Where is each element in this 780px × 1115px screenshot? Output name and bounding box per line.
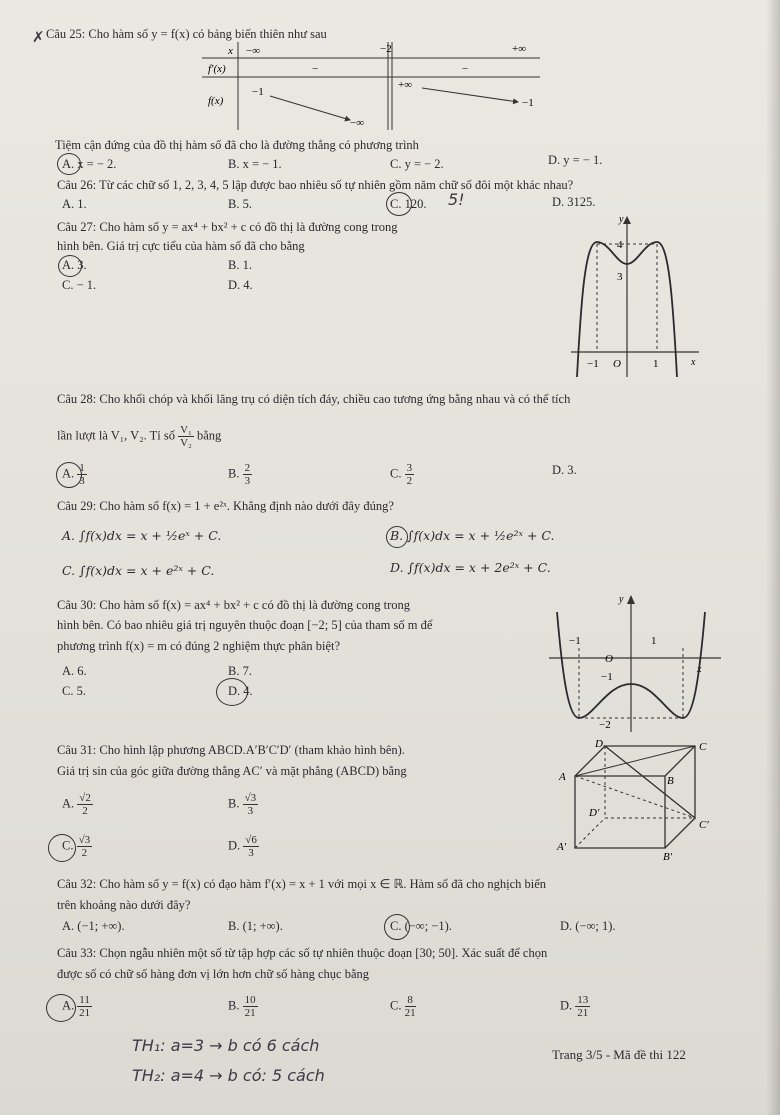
q30-line2: hình bên. Có bao nhiêu giá trị nguyên thuộc đoạn [−2; 5] của tham số m để [57, 618, 433, 632]
q27-y-label: y [619, 214, 624, 225]
q28-option-d [552, 462, 577, 478]
q25-f-left-end: −∞ [350, 117, 365, 129]
q33-option-a-frac [77, 994, 92, 1019]
handwritten-note-q26: 5! [448, 190, 465, 209]
q29-option-a: A. ∫f(x)dx = x + ½eˣ + C. [62, 528, 222, 543]
q28-option-c-letter: C. [390, 466, 402, 481]
q33-option-d-letter: D. [560, 998, 573, 1013]
answer-circle [216, 678, 248, 706]
q30-origin: O [605, 653, 613, 665]
q31-option-d [228, 834, 259, 859]
q30-option-a: A. 6. [62, 664, 87, 678]
q25-fprime-label: f′(x) [208, 63, 226, 75]
q31-option-a-letter: A. [62, 796, 75, 811]
q25-f-left-start: −1 [252, 86, 264, 98]
q29-option-c: C. ∫f(x)dx = x + e²ˣ + C. [62, 563, 215, 578]
q25-stem: Câu 25: Cho hàm số y = f(x) có bảng biến thiên như sau [46, 27, 327, 41]
q30-line3: phương trình f(x) = m có đúng 2 nghiệm thực phân biệt? [57, 639, 341, 653]
q30-graph [545, 592, 725, 734]
q28-stem-line1: Câu 28: Cho khối chóp và khối lăng trụ có diện tích đáy, chiều cao tương ứng bằng nhau và có thể tích [57, 392, 571, 406]
q25-x-pos-inf: +∞ [512, 43, 527, 55]
q32-option-b: B. (1; +∞). [228, 919, 283, 933]
q26-option-d: D. 3125. [552, 195, 596, 209]
q27-stem-line2: hình bên. Giá trị cực tiểu của hàm số đã cho bằng [57, 239, 305, 253]
q30-option-b: B. 7. [228, 664, 252, 678]
q33-option-b-num: 10 [244, 994, 256, 1006]
q27-label-three: 3 [617, 271, 623, 283]
q33-option-a-den: 21 [79, 1007, 91, 1019]
q31-label-bp: B′ [663, 851, 673, 862]
q29-option-d: D. ∫f(x)dx = x + 2e²ˣ + C. [390, 560, 551, 575]
page-edge-shadow [766, 0, 780, 1115]
handwritten-line-2: TH₂: a=4 → b có: 5 cách [132, 1066, 325, 1085]
q29-stem: Câu 29: Cho hàm số f(x) = 1 + e²ˣ. Khẳng định nào dưới đây đúng? [57, 499, 394, 513]
q31-line2: Giá trị sin của góc giữa đường thẳng AC′ và mặt phẳng (ABCD) bằng [57, 764, 407, 778]
q25-fprime-sign-left: − [312, 63, 319, 75]
q33-line1: Câu 33: Chọn ngẫu nhiên một số từ tập hợp các số tự nhiên thuộc đoạn [30; 50]. Xác suất để chọn [57, 946, 548, 960]
q33-option-c-den: 21 [404, 1007, 416, 1019]
q31-option-b-num: √3 [244, 792, 257, 804]
q25-question: Tiệm cận đứng của đồ thị hàm số đã cho là đường thẳng có phương trình [55, 138, 419, 152]
q28-ratio-den: V₂ [180, 437, 192, 449]
q29-option-b: B. ∫f(x)dx = x + ½e²ˣ + C. [390, 528, 555, 543]
q28-option-c-frac [405, 462, 415, 487]
q31-option-b-den: 3 [247, 805, 254, 817]
q25-option-d: D. y = − 1. [548, 153, 603, 167]
q27-option-a: A. 3. [62, 258, 87, 272]
q31-option-a-den: 2 [82, 805, 88, 817]
q26-option-a: A. 1. [62, 197, 87, 211]
q27-origin: O [613, 358, 621, 370]
q30-label-minus-one: −1 [601, 671, 613, 683]
q31-line1: Câu 31: Cho hình lập phương ABCD.A′B′C′D′ (tham khảo hình bên). [57, 743, 405, 757]
q32-option-c: C. (−∞; −1). [390, 919, 452, 933]
q28-option-c-num: 3 [406, 462, 413, 474]
q27-label-minus-one: −1 [587, 358, 599, 370]
q28-option-d-text: 3. [567, 463, 577, 477]
q32-line1: Câu 32: Cho hàm số y = f(x) có đạo hàm f′(x) = x + 1 với mọi x ∈ ℝ. Hàm số đã cho nghịch biến [57, 877, 547, 891]
q32-option-a: A. (−1; +∞). [62, 919, 125, 933]
answer-circle [46, 994, 76, 1022]
q31-option-d-den: 3 [248, 847, 254, 859]
q28-option-b [228, 462, 252, 487]
q28-option-b-den: 3 [244, 475, 251, 487]
q28-stem-text-a: lần lượt là V₁, V₂. Tỉ số [57, 428, 175, 443]
q33-option-d-den: 21 [577, 1007, 589, 1019]
q31-label-ap: A′ [557, 841, 567, 853]
q30-label-minus-two: −2 [599, 719, 611, 731]
q28-option-d-letter: D. [552, 463, 565, 477]
q30-x-label: x [697, 664, 702, 675]
q31-option-c-frac [77, 834, 93, 859]
q31-option-a [62, 792, 93, 817]
q25-fprime-sign-right: − [462, 63, 469, 75]
answer-circle [48, 834, 76, 862]
q31-option-a-num: √2 [79, 792, 91, 804]
q25-option-a: A. x = − 2. [62, 157, 117, 171]
q25-x-label: x [228, 45, 233, 57]
q33-option-d-frac [575, 994, 590, 1019]
q30-line1: Câu 30: Cho hàm số f(x) = ax⁴ + bx² + c có đồ thị là đường cong trong [57, 598, 411, 612]
answer-circle [57, 153, 81, 175]
q33-option-c-letter: C. [390, 998, 402, 1013]
q28-option-b-frac [243, 462, 253, 487]
q33-option-a-letter: A. [62, 998, 75, 1013]
q31-option-b-frac [243, 792, 259, 817]
q27-stem-line1: Câu 27: Cho hàm số y = ax⁴ + bx² + c có đồ thị là đường cong trong [57, 220, 398, 234]
q31-label-a: A [559, 771, 566, 783]
q26-stem: Câu 26: Từ các chữ số 1, 2, 3, 4, 5 lập được bao nhiêu số tự nhiên gồm năm chữ số đôi một khác nhau? [57, 178, 574, 192]
q31-label-b: B [667, 775, 674, 787]
q33-line2: được số có chữ số hàng đơn vị lớn hơn chữ số hàng chục bằng [57, 967, 369, 981]
q27-option-d: D. 4. [228, 278, 253, 292]
q28-option-a-num: 1 [79, 462, 85, 474]
q30-label-minus-one-left: −1 [569, 635, 581, 647]
q25-option-c: C. y = − 2. [390, 157, 444, 171]
q31-option-d-num: √6 [245, 834, 257, 846]
q28-ratio [178, 424, 194, 449]
q30-option-d: D. 4. [228, 684, 253, 698]
q25-option-b: B. x = − 1. [228, 157, 282, 171]
q27-label-one: 1 [653, 358, 659, 370]
q25-f-right-end: −1 [522, 97, 534, 109]
q30-y-label: y [619, 594, 624, 605]
q28-option-a-letter: A. [62, 466, 75, 481]
q28-stem-line2 [57, 424, 221, 449]
q31-option-c-den: 2 [81, 847, 88, 859]
q27-option-c: C. − 1. [62, 278, 97, 292]
q26-option-b: B. 5. [228, 197, 252, 211]
q33-option-d [560, 994, 590, 1019]
q33-option-c-num: 8 [405, 994, 416, 1007]
q25-f-label: f(x) [208, 95, 224, 107]
q33-option-b [228, 994, 258, 1019]
q31-option-b-letter: B. [228, 796, 240, 811]
q33-option-b-frac [243, 994, 258, 1019]
q33-option-b-den: 21 [244, 1007, 256, 1019]
q31-option-b [228, 792, 258, 817]
q25-x-neg-inf: −∞ [246, 45, 261, 57]
q31-label-d: D [595, 738, 603, 750]
q28-option-c [390, 462, 414, 487]
q31-option-d-frac [243, 834, 259, 859]
q28-option-b-letter: B. [228, 466, 240, 481]
q25-x-minus-two: −2 [380, 43, 392, 55]
answer-circle [58, 255, 82, 277]
q33-option-c-frac [405, 994, 416, 1019]
answer-circle [386, 192, 412, 216]
q27-graph [565, 212, 705, 382]
q31-option-c-num: √3 [78, 834, 91, 846]
q27-x-label: x [691, 357, 696, 368]
q27-label-four: 4 [617, 239, 623, 251]
q28-option-c-den: 2 [406, 475, 413, 487]
q33-option-c [390, 994, 416, 1019]
answer-circle [386, 526, 408, 548]
q31-label-dp: D′ [589, 807, 600, 819]
q25-f-right-start: +∞ [398, 79, 413, 91]
answer-circle [56, 462, 82, 488]
handwritten-mark: ✗ [32, 28, 45, 46]
q33-option-b-letter: B. [228, 998, 240, 1013]
answer-circle [384, 914, 410, 940]
q27-option-b: B. 1. [228, 258, 252, 272]
q28-ratio-num: V₁ [180, 424, 192, 436]
q31-option-d-letter: D. [228, 838, 241, 853]
page-footer: Trang 3/5 - Mã đề thi 122 [552, 1047, 686, 1062]
q31-label-c: C [699, 741, 707, 753]
q26-option-c: C. 120. [390, 197, 427, 211]
q33-option-a-num: 11 [79, 994, 90, 1006]
q25-variation-table [200, 40, 545, 132]
q28-option-b-num: 2 [244, 462, 251, 474]
q28-stem-text-b: bằng [196, 428, 222, 443]
q32-option-d: D. (−∞; 1). [560, 919, 616, 933]
q31-cube [555, 738, 725, 862]
q30-label-one: 1 [651, 635, 657, 647]
q28-option-a-den: 3 [79, 475, 85, 487]
q33-option-d-num: 13 [577, 994, 589, 1006]
q30-option-c: C. 5. [62, 684, 86, 698]
q32-line2: trên khoảng nào dưới đây? [57, 898, 191, 912]
q31-label-cp: C′ [699, 819, 709, 831]
handwritten-line-1: TH₁: a=3 → b có 6 cách [132, 1036, 320, 1055]
q31-option-c-letter: C. [62, 838, 74, 853]
q31-option-a-frac [77, 792, 93, 817]
